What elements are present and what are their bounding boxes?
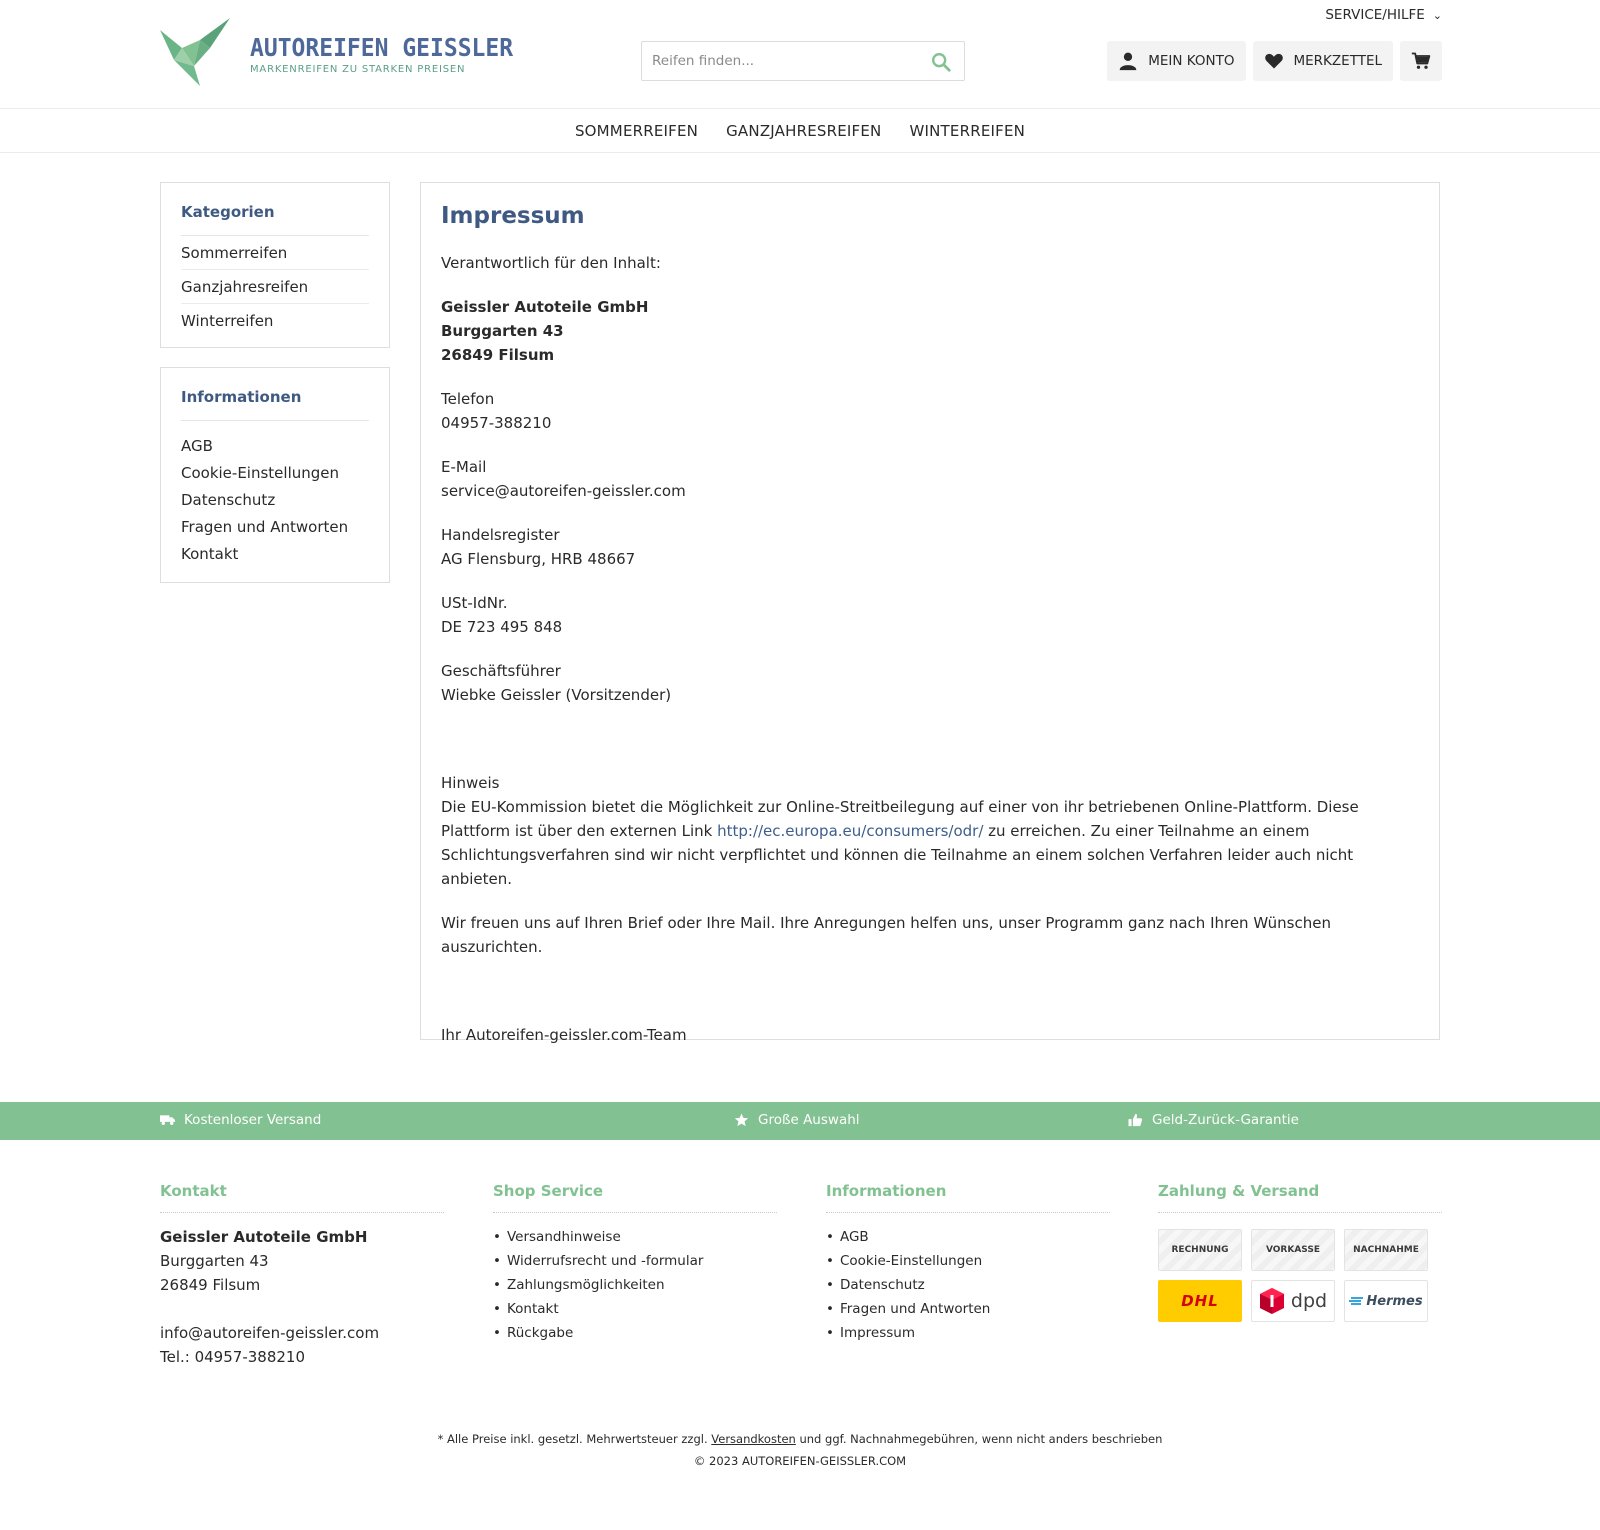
notice-text <box>441 795 1419 891</box>
payment-vorkasse-badge: VORKASSE <box>1251 1229 1335 1271</box>
site-logo[interactable] <box>160 18 536 86</box>
footer-information-title: Informationen <box>826 1182 1110 1213</box>
hermes-text: Hermes <box>1366 1293 1423 1309</box>
page-title: Impressum <box>441 203 585 229</box>
footer-company: Geissler Autoteile GmbH <box>160 1228 368 1246</box>
sidebar-information <box>160 367 390 583</box>
star-icon <box>734 1113 749 1127</box>
carrier-dpd-logo <box>1251 1280 1335 1322</box>
sidebar-item-ganzjahresreifen[interactable]: Ganzjahresreifen <box>181 270 369 304</box>
origami-bird-logo-icon <box>160 18 232 86</box>
footer-link-agb[interactable]: • AGB <box>826 1225 1110 1249</box>
phone-label: Telefon <box>441 390 495 408</box>
email-label: E-Mail <box>441 458 487 476</box>
responsible-text: Verantwortlich für den Inhalt: <box>441 254 661 272</box>
footer-information <box>826 1182 1110 1345</box>
nav-item-winterreifen[interactable]: WINTERREIFEN <box>909 121 1026 140</box>
header-actions <box>1107 41 1442 81</box>
company-name: Geissler Autoteile GmbH <box>441 298 649 316</box>
user-icon <box>1118 51 1138 71</box>
legal-text-part1: * Alle Preise inkl. gesetzl. Mehrwertsteuer zzgl. <box>437 1432 712 1446</box>
main-navigation <box>0 109 1600 153</box>
carrier-dhl-logo: DHL <box>1158 1280 1242 1322</box>
footer-link-faq[interactable]: • Fragen und Antworten <box>826 1297 1110 1321</box>
register-label: Handelsregister <box>441 526 560 544</box>
logo-title: AUTOREIFEN GEISSLER <box>250 33 514 62</box>
footer-shop-service-title: Shop Service <box>493 1182 777 1213</box>
sidebar-categories <box>160 182 390 348</box>
footer-phone: Tel.: 04957-388210 <box>160 1348 305 1366</box>
shopping-cart-icon <box>1411 51 1431 71</box>
hermes-speed-lines-icon <box>1349 1296 1363 1306</box>
footer-email[interactable]: info@autoreifen-geissler.com <box>160 1324 380 1342</box>
payment-nachnahme-badge: NACHNAHME <box>1344 1229 1428 1271</box>
email-value: service@autoreifen-geissler.com <box>441 482 686 500</box>
usp-selection <box>734 1112 860 1128</box>
footer-contact <box>160 1182 444 1369</box>
footer-payment-title: Zahlung & Versand <box>1158 1182 1442 1213</box>
footer-link-impressum[interactable]: • Impressum <box>826 1321 1110 1345</box>
sidebar-item-sommerreifen[interactable]: Sommerreifen <box>181 236 369 270</box>
service-help-label: SERVICE/HILFE <box>1325 7 1425 23</box>
service-help-menu[interactable] <box>1325 7 1442 23</box>
impressum-content <box>420 182 1440 1044</box>
footer-shop-service <box>493 1182 777 1345</box>
nav-item-ganzjahresreifen[interactable]: GANZJAHRESREIFEN <box>726 121 882 140</box>
main-content-area <box>0 153 1600 1085</box>
site-header <box>0 0 1600 109</box>
usp-shipping-label: Kostenloser Versand <box>184 1112 322 1128</box>
footer-payment-shipping <box>1158 1182 1442 1322</box>
copyright: © 2023 AUTOREIFEN-GEISSLER.COM <box>693 1454 907 1468</box>
search-box <box>641 41 965 81</box>
usp-shipping <box>160 1112 321 1128</box>
heart-icon <box>1264 51 1284 71</box>
footer-link-zahlungsmoeglichkeiten[interactable]: • Zahlungsmöglichkeiten <box>493 1273 777 1297</box>
ceo-value: Wiebke Geissler (Vorsitzender) <box>441 686 672 704</box>
dpd-text: dpd <box>1290 1290 1328 1312</box>
notice-text-part2: zu erreichen. Zu einer Teilnahme an einem Schlichtungsverfahren sind wir nicht verpflichtet und können die Teilnahme an einem solchen Verfahren leider auch nicht anbieten. <box>441 822 1354 888</box>
usp-bar <box>0 1102 1600 1140</box>
notice-label: Hinweis <box>441 774 500 792</box>
wishlist-label: MERKZETTEL <box>1293 53 1382 69</box>
usp-selection-label: Große Auswahl <box>758 1112 860 1128</box>
footer-link-versandhinweise[interactable]: • Versandhinweise <box>493 1225 777 1249</box>
payment-rechnung-badge: RECHNUNG <box>1158 1229 1242 1271</box>
sidebar-item-datenschutz[interactable]: Datenschutz <box>181 491 276 509</box>
footer-city: 26849 Filsum <box>160 1276 261 1294</box>
footer-link-kontakt[interactable]: • Kontakt <box>493 1297 777 1321</box>
closing-text: Wir freuen uns auf Ihren Brief oder Ihre Mail. Ihre Anregungen helfen uns, unser Programm ganz nach Ihren Wünschen auszurichten. <box>441 914 1331 956</box>
sidebar-item-kontakt[interactable]: Kontakt <box>181 545 239 563</box>
sidebar-item-cookie-settings[interactable]: Cookie-Einstellungen <box>181 464 340 482</box>
legal-text-part2: und ggf. Nachnahmegebühren, wenn nicht anders beschrieben <box>795 1432 1163 1446</box>
wishlist-button[interactable] <box>1253 41 1394 81</box>
sidebar-categories-title: Kategorien <box>181 183 369 236</box>
search-input[interactable] <box>642 42 912 80</box>
footer-link-cookie-settings[interactable]: • Cookie-Einstellungen <box>826 1249 1110 1273</box>
odr-link[interactable]: http://ec.europa.eu/consumers/odr/ <box>717 822 984 840</box>
truck-icon <box>160 1113 175 1127</box>
vat-value: DE 723 495 848 <box>441 618 563 636</box>
phone-value: 04957-388210 <box>441 414 552 432</box>
search-icon[interactable] <box>930 51 952 73</box>
signature-text: Ihr Autoreifen-geissler.com-Team <box>441 1026 687 1044</box>
carrier-hermes-logo <box>1344 1280 1428 1322</box>
sidebar-item-winterreifen[interactable]: Winterreifen <box>181 312 274 330</box>
footer-link-rueckgabe[interactable]: • Rückgabe <box>493 1321 777 1345</box>
footer-link-widerrufsrecht[interactable]: • Widerrufsrecht und -formular <box>493 1249 777 1273</box>
cart-button[interactable] <box>1400 41 1442 81</box>
sidebar-item-faq[interactable]: Fragen und Antworten <box>181 518 349 536</box>
company-city: 26849 Filsum <box>441 346 555 364</box>
my-account-button[interactable] <box>1107 41 1245 81</box>
shipping-costs-link[interactable]: Versandkosten <box>711 1432 796 1446</box>
usp-guarantee <box>1128 1112 1299 1128</box>
logo-subtitle: MARKENREIFEN ZU STARKEN PREISEN <box>250 64 466 75</box>
footer-street: Burggarten 43 <box>160 1252 269 1270</box>
footer-contact-title: Kontakt <box>160 1182 444 1213</box>
footer-link-datenschutz[interactable]: • Datenschutz <box>826 1273 1110 1297</box>
thumbs-up-icon <box>1128 1113 1143 1127</box>
my-account-label: MEIN KONTO <box>1148 53 1235 69</box>
company-street: Burggarten 43 <box>441 322 564 340</box>
sidebar-information-title: Informationen <box>181 368 369 421</box>
ceo-label: Geschäftsführer <box>441 662 561 680</box>
nav-item-sommerreifen[interactable]: SOMMERREIFEN <box>574 121 699 140</box>
register-value: AG Flensburg, HRB 48667 <box>441 550 636 568</box>
sidebar-item-agb[interactable]: AGB <box>181 437 213 455</box>
chevron-down-icon: ⌄ <box>1432 8 1442 22</box>
vat-label: USt-IdNr. <box>441 594 508 612</box>
notice-text-part1: Die EU-Kommission bietet die Möglichkeit zur Online-Streitbeilegung auf einer von ihr betriebenen Online-Plattform. Diese Plattform ist über den externen Link <box>441 798 1359 840</box>
legal-notice <box>0 1432 1600 1446</box>
dpd-cube-icon <box>1259 1287 1285 1315</box>
usp-guarantee-label: Geld-Zurück-Garantie <box>1152 1112 1299 1128</box>
